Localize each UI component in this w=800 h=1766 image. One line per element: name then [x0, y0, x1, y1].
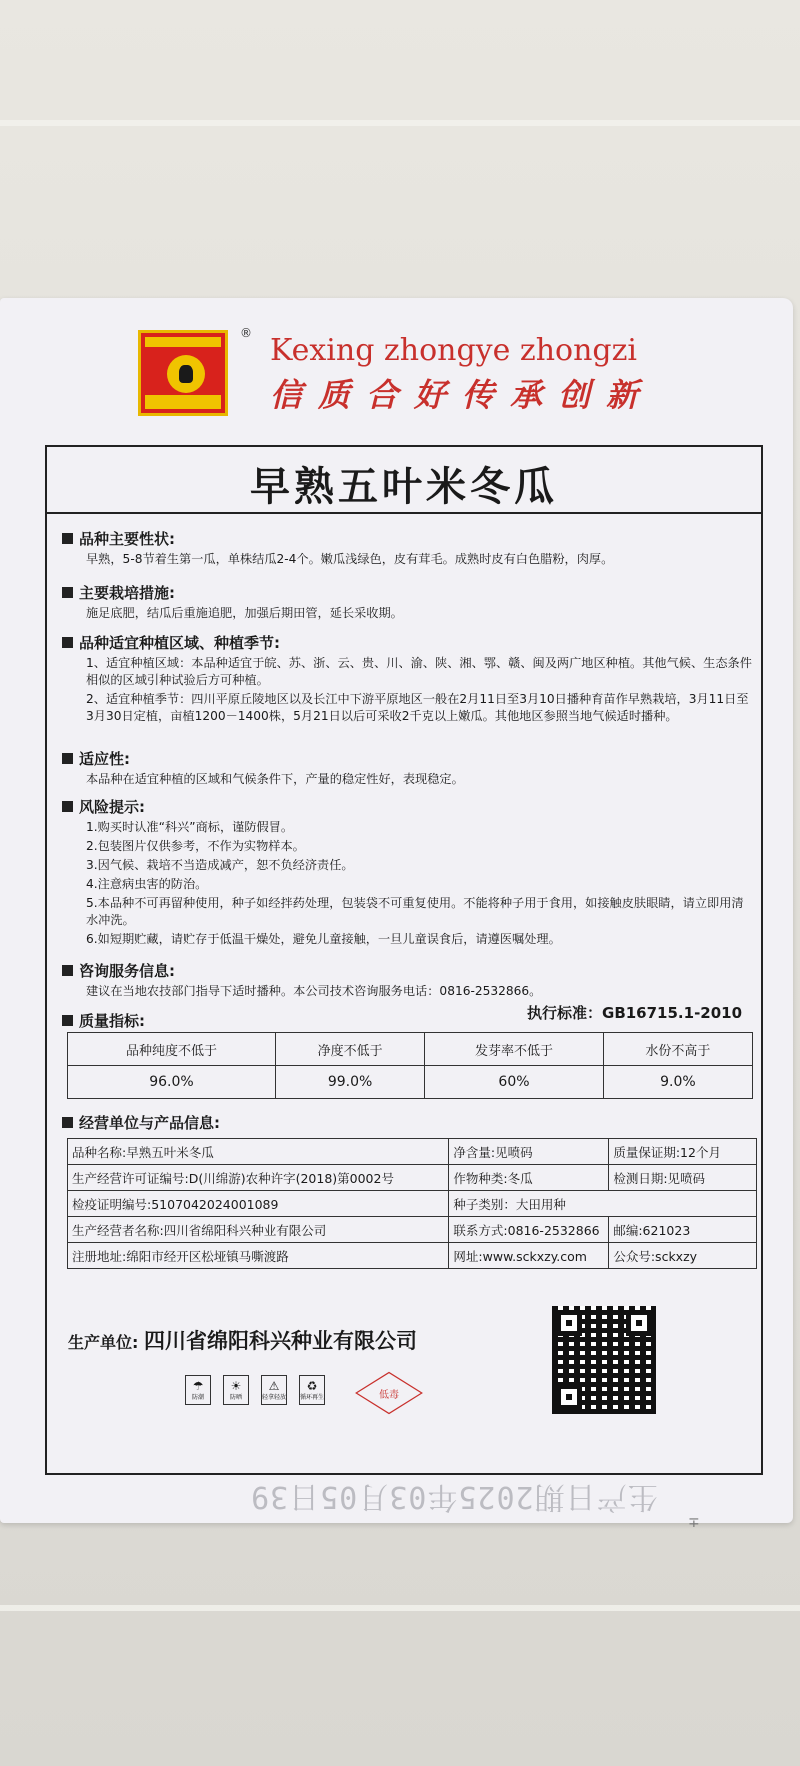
product-title: 早熟五叶米冬瓜	[250, 463, 558, 510]
section-text: 1.购买时认准“科兴”商标，谨防假冒。	[86, 820, 294, 834]
production-date-stamp: 生产日期2025年03月05日39	[250, 1479, 658, 1514]
table-cell: 注册地址:绵阳市经开区松垭镇马嘶渡路	[68, 1243, 449, 1269]
table-cell: 联系方式:0816-2532866	[449, 1217, 609, 1243]
table-cell: 作物种类:冬瓜	[449, 1165, 609, 1191]
producer	[68, 1325, 417, 1355]
handling-icons	[185, 1375, 325, 1405]
table-row	[68, 1165, 757, 1191]
bullet-square-icon	[62, 587, 73, 598]
bullet-square-icon	[62, 637, 73, 648]
section-text: 4.注意病虫害的防治。	[86, 877, 208, 891]
moisture-proof-icon: ☂ 防潮	[185, 1375, 211, 1405]
section-risk: 风险提示: 1.购买时认准“科兴”商标，谨防假冒。 2.包装图片仅供参考，不作为实物样本。 3.因气候、栽培不当造成减产，恕不负经济责任。 4.注意病虫害的防治。 5.本品种不可再留种使用，种子如经拌药处理，包装袋不可重复使用。不能将种子用于食用，如接触皮肤眼睛，请立即用清水冲洗。 6.如短期贮藏，请贮存于低温干燥处，避免儿童接触，一旦儿童误食后，请遵医嘱处理。	[62, 796, 752, 948]
section-region-season: 品种适宜种植区域、种植季节: 1、适宜种植区域：本品种适宜于皖、苏、浙、云、贵、川、渝、陕、湘、鄂、赣、闽及两广地区种植。其他气候、生态条件相似的区域引种试验后方可种植。 2、适宜种植季节：四川平原丘陵地区以及长江中下游平原地区一般在2月11日至3月10日播种育苗作早熟栽培，3月11日至3月30日定植，亩植1200－1400株，5月21日以后可采收2千克以上嫩瓜。其他地区参照当地气候适时播种。	[62, 632, 752, 725]
section-adaptability: 适应性: 本品种在适宜种植的区域和气候条件下，产量的稳定性好，表现稳定。	[62, 748, 752, 788]
section-text: 2、适宜种植季节：四川平原丘陵地区以及长江中下游平原地区一般在2月11日至3月10日播种育苗作早熟栽培，3月11日至3月30日定植，亩植1200－1400株，5月21日以后可采收2千克以上嫩瓜。其他地区参照当地气候适时播种。	[86, 692, 749, 723]
table-cell: 公众号:sckxzy	[609, 1243, 757, 1269]
section-text: 1、适宜种植区域：本品种适宜于皖、苏、浙、云、贵、川、渝、陕、湘、鄂、赣、闽及两广地区种植。其他气候、生态条件相似的区域引种试验后方可种植。	[86, 656, 752, 687]
low-toxicity-mark: 低毒	[360, 1380, 418, 1406]
bullet-square-icon	[62, 753, 73, 764]
table-cell: 网址:www.sckxzy.com	[449, 1243, 609, 1269]
bullet-square-icon	[62, 533, 73, 544]
brand-name-en: Kexing zhongye zhongzi	[270, 333, 638, 368]
qr-code	[552, 1306, 656, 1414]
bullet-square-icon	[62, 965, 73, 976]
bullet-square-icon	[62, 801, 73, 812]
table-cell: 生产经营者名称:四川省绵阳科兴种业有限公司	[68, 1217, 449, 1243]
table-cell: 净含量:见喷码	[449, 1139, 609, 1165]
brand-slogan: 信质合好传承创新	[270, 376, 655, 414]
quality-table	[67, 1032, 753, 1099]
section-text: 5.本品种不可再留种使用，种子如经拌药处理，包装袋不可重复使用。不能将种子用于食用，如接触皮肤眼睛，请立即用清水冲洗。	[86, 896, 744, 927]
section-traits: 品种主要性状: 早熟，5-8节着生第一瓜，单株结瓜2-4个。嫩瓜浅绿色，皮有茸毛。成熟时皮有白色腊粉，肉厚。	[62, 528, 752, 568]
bullet-square-icon	[62, 1117, 73, 1128]
section-text: 3.因气候、栽培不当造成减产，恕不负经济责任。	[86, 858, 354, 872]
table-cell: 生产经营许可证编号:D(川绵游)农种许字(2018)第0002号	[68, 1165, 449, 1191]
table-cell: 品种名称:早熟五叶米冬瓜	[68, 1139, 449, 1165]
title-divider	[45, 512, 763, 514]
table-header-cell: 水份不高于	[603, 1033, 752, 1066]
section-consulting: 咨询服务信息: 建议在当地农技部门指导下适时播种。本公司技术咨询服务电话：0816-2532866。	[62, 960, 752, 1000]
table-cell: 种子类别：大田用种	[449, 1191, 757, 1217]
section-cultivation: 主要栽培措施: 施足底肥，结瓜后重施追肥，加强后期田管，延长采收期。	[62, 582, 752, 622]
recycle-icon: ♻ 循环再生	[299, 1375, 325, 1405]
table-cell: 检疫证明编号:5107042024001089	[68, 1191, 449, 1217]
producer-label: 生产单位:	[68, 1333, 139, 1352]
registered-mark: ®	[240, 326, 252, 340]
section-info: 经营单位与产品信息:	[62, 1112, 752, 1133]
product-info-table	[67, 1138, 757, 1269]
table-cell: 9.0%	[603, 1066, 752, 1099]
section-text: 建议在当地农技部门指导下适时播种。本公司技术咨询服务电话：0816-2532866。	[86, 984, 542, 998]
kexing-logo	[138, 330, 228, 416]
table-row	[68, 1066, 753, 1099]
section-text: 施足底肥，结瓜后重施追肥，加强后期田管，延长采收期。	[86, 606, 403, 620]
table-header-cell: 净度不低于	[275, 1033, 424, 1066]
section-text: 6.如短期贮藏，请贮存于低温干燥处，避免儿童接触，一旦儿童误食后，请遵医嘱处理。	[86, 932, 561, 946]
seal-mark: ∓	[688, 1515, 700, 1531]
table-cell: 检测日期:见喷码	[609, 1165, 757, 1191]
table-cell: 99.0%	[275, 1066, 424, 1099]
table-row	[68, 1033, 753, 1066]
table-cell: 质量保证期:12个月	[609, 1139, 757, 1165]
section-quality: 质量指标:	[62, 1010, 752, 1031]
sun-proof-icon: ☀ 防晒	[223, 1375, 249, 1405]
table-header-cell: 品种纯度不低于	[68, 1033, 276, 1066]
table-cell: 60%	[425, 1066, 604, 1099]
table-cell: 96.0%	[68, 1066, 276, 1099]
table-row	[68, 1139, 757, 1165]
executive-standard: 执行标准：GB16715.1-2010	[527, 1004, 743, 1022]
section-text: 早熟，5-8节着生第一瓜，单株结瓜2-4个。嫩瓜浅绿色，皮有茸毛。成熟时皮有白色腊粉，肉厚。	[86, 552, 614, 566]
table-row	[68, 1217, 757, 1243]
bullet-square-icon	[62, 1015, 73, 1026]
table-row	[68, 1191, 757, 1217]
table-header-cell: 发芽率不低于	[425, 1033, 604, 1066]
section-text: 2.包装图片仅供参考，不作为实物样本。	[86, 839, 305, 853]
table-row	[68, 1243, 757, 1269]
table-cell: 邮编:621023	[609, 1217, 757, 1243]
producer-name: 四川省绵阳科兴种业有限公司	[143, 1329, 417, 1353]
handle-with-care-icon: ⚠ 轻拿轻放	[261, 1375, 287, 1405]
section-text: 本品种在适宜种植的区域和气候条件下，产量的稳定性好，表现稳定。	[86, 772, 464, 786]
